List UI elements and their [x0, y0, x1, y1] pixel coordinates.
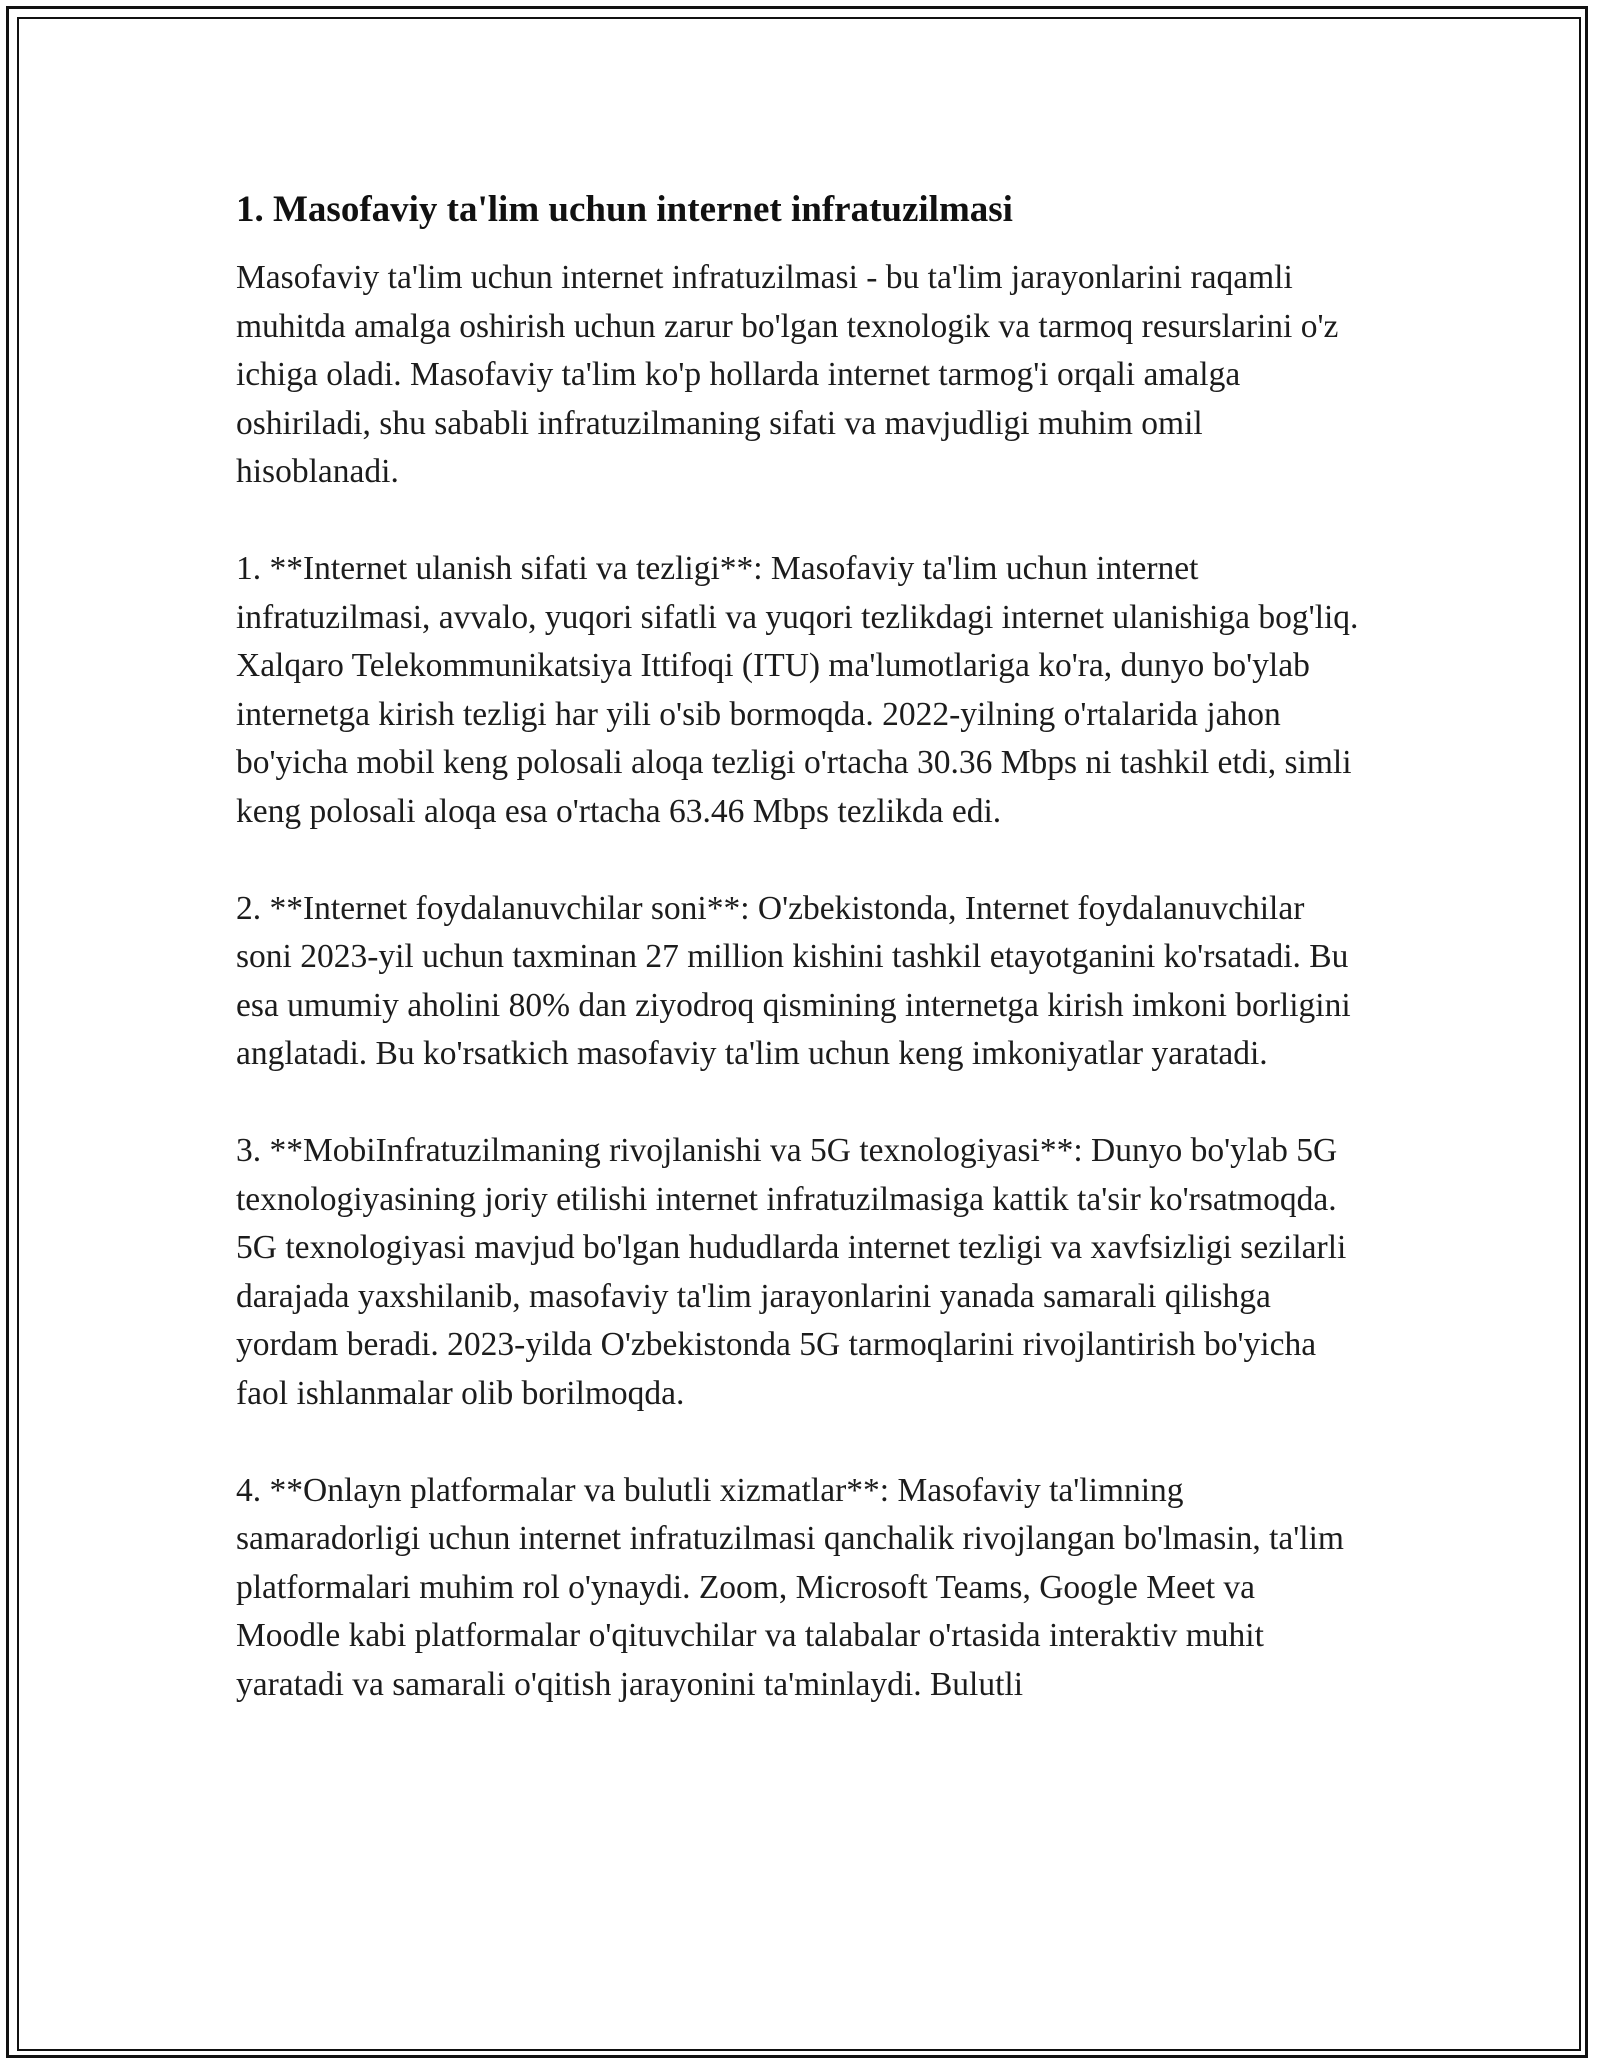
intro-paragraph: Masofaviy ta'lim uchun internet infratuzilmasi - bu ta'lim jarayonlarini raqamli muhitda amalga oshirish uchun zarur bo'lgan texnologik va tarmoq resurslarini o'z ichiga oladi. Masofaviy ta'lim ko'p hollarda internet tarmog'i orqali amalga oshiriladi, shu sababli infratuzilmaning sifati va mavjudligi muhim omil hisoblanadi.	[236, 259, 1339, 490]
list-item-5g-technology: 3. **MobiInfratuzilmaning rivojlanishi va 5G texnologiyasi**: Dunyo bo'ylab 5G texnologiyasining joriy etilishi internet infratuzilmasiga kattik ta'sir ko'rsatmoqda. 5G texnologiyasi mavjud bo'lgan hududlarda internet tezligi va xavfsizligi sezilarli darajada yaxshilanib, masofaviy ta'lim jarayonlarini yanada samarali qilishga yordam beradi. 2023-yilda O'zbekistonda 5G tarmoqlarini rivojlantirish bo'yicha faol ishlanmalar olib borilmoqda.	[236, 1132, 1347, 1412]
list-item-online-platforms: 4. **Onlayn platformalar va bulutli xizmatlar**: Masofaviy ta'limning samaradorligi uchun internet infratuzilmasi qanchalik rivojlangan bo'lmasin, ta'lim platformalari muhim rol o'ynaydi. Zoom, Microsoft Teams, Google Meet va Moodle kabi platformalar o'qituvchilar va talabalar o'rtasida interaktiv muhit yaratadi va samarali o'qitish jarayonini ta'minlaydi. Bulutli	[236, 1471, 1344, 1703]
document-body	[236, 186, 1366, 1758]
section-title: 1. Masofaviy ta'lim uchun internet infratuzilmasi	[236, 189, 1013, 230]
list-item-internet-speed: 1. **Internet ulanish sifati va tezligi**: Masofaviy ta'lim uchun internet infratuzilmasi, avvalo, yuqori sifatli va yuqori tezlikdagi internet ulanishiga bog'liq. Xalqaro Telekommunikatsiya Ittifoqi (ITU) ma'lumotlariga ko'ra, dunyo bo'ylab internetga kirish tezligi har yili o'sib bormoqda. 2022-yilning o'rtalarida jahon bo'yicha mobil keng polosali aloqa tezligi o'rtacha 30.36 Mbps ni tashkil etdi, simli keng polosali aloqa esa o'rtacha 63.46 Mbps tezlikda edi.	[236, 550, 1359, 830]
list-item-internet-users: 2. **Internet foydalanuvchilar soni**: O'zbekistonda, Internet foydalanuvchilar soni 2023-yil uchun taxminan 27 million kishini tashkil etayotganini ko'rsatadi. Bu esa umumiy aholini 80% dan ziyodroq qismining internetga kirish imkoni borligini anglatadi. Bu ko'rsatkich masofaviy ta'lim uchun keng imkoniyatlar yaratadi.	[236, 889, 1351, 1072]
